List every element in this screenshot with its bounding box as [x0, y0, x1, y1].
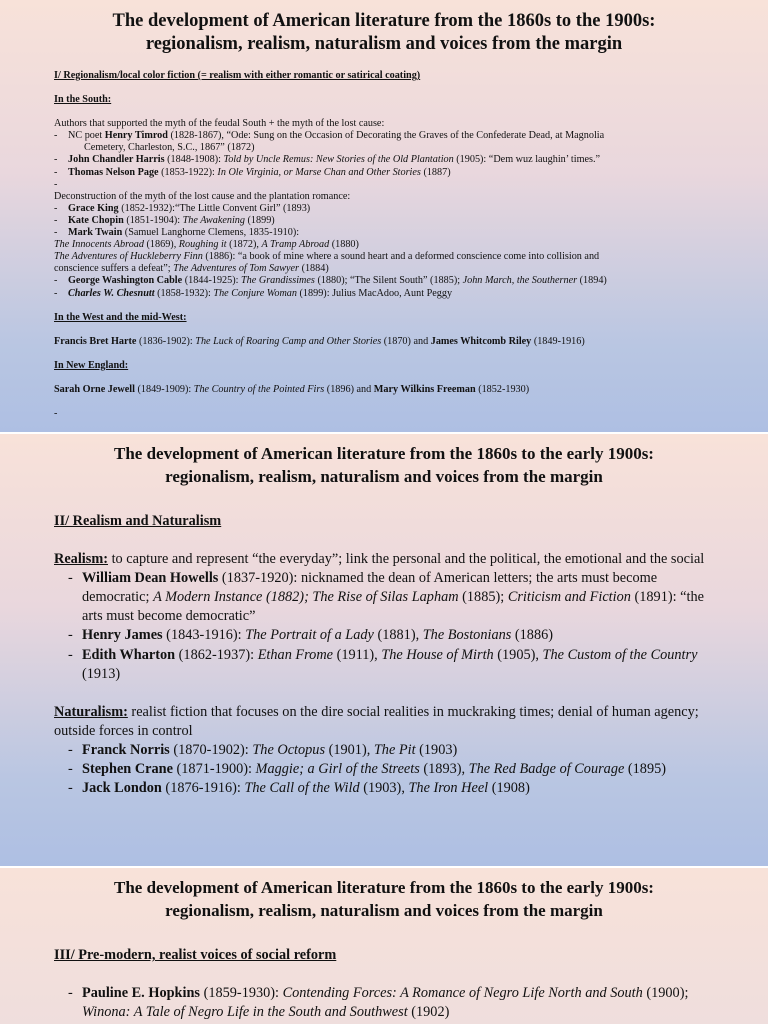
- section-heading-regionalism: I/ Regionalism/local color fiction (= realism with either romantic or satirical coating): [54, 70, 421, 81]
- slide-3-body: [54, 946, 714, 1022]
- west-entry: Francis Bret Harte (1836-1902): The Luck of Roaring Camp and Other Stories (1870) and James Whitcomb Riley (1849-1916): [54, 335, 585, 347]
- list-item-london: - Jack London (1876-1916): The Call of the Wild (1903), The Iron Heel (1908): [68, 780, 530, 797]
- list-item-james: - Henry James (1843-1916): The Portrait of a Lady (1881), The Bostonians (1886): [68, 627, 554, 644]
- heading-south: In the South:: [54, 94, 112, 106]
- slide-1-title: [0, 0, 768, 56]
- slide-1-body: [54, 70, 734, 420]
- list-item-twain: - Mark Twain (Samuel Langhorne Clemens, 1835-1910):: [54, 227, 300, 239]
- list-item-wharton: - Edith Wharton (1862-1937): Ethan Frome (1911), The House of Mirth (1905), The Custom of the Country (1913): [68, 646, 698, 682]
- deconstruction-intro: Deconstruction of the myth of the lost cause and the plantation romance:: [54, 190, 351, 202]
- slide-3-title: [0, 868, 768, 922]
- new-england-entry: Sarah Orne Jewell (1849-1909): The Country of the Pointed Firs (1896) and Mary Wilkins Freeman (1852-1930): [54, 383, 530, 395]
- naturalism-definition: Naturalism: realist fiction that focuses on the dire social realities in muckraking times; denial of human agency; outside forces in control: [54, 703, 699, 739]
- slide-1-title-line1: The development of American literature from the 1860s to the 1900s:: [112, 11, 656, 31]
- heading-new-england: In New England:: [54, 359, 129, 371]
- list-item-harris: - John Chandler Harris (1848-1908): Told by Uncle Remus: New Stories of the Old Plantation (1905): “Dem wuz laughin’ times.”: [54, 154, 601, 166]
- heading-west: In the West and the mid-West:: [54, 311, 187, 323]
- slide-2-body: [54, 512, 714, 798]
- list-item-chopin: - Kate Chopin (1851-1904): The Awakening (1899): [54, 214, 275, 226]
- dash-separator: -: [54, 178, 58, 190]
- realism-definition: Realism: to capture and represent “the everyday”; link the personal and the political, the emotional and the social: [54, 551, 705, 568]
- trailing-dash: -: [54, 407, 58, 419]
- slide-3-title-line1: The development of American literature from the 1860s to the early 1900s:: [114, 878, 654, 897]
- list-item-chesnutt: - Charles W. Chesnutt (1858-1932): The Conjure Woman (1899): Julius MacAdoo, Aunt Peggy: [54, 287, 453, 299]
- slide-3-title-line2: regionalism, realism, naturalism and voices from the margin: [165, 901, 603, 920]
- list-item-crane: - Stephen Crane (1871-1900): Maggie; a Girl of the Streets (1893), The Red Badge of Courage (1895): [68, 761, 667, 778]
- slide-2: [0, 434, 768, 866]
- list-item-hopkins: - Pauline E. Hopkins (1859-1930): Contending Forces: A Romance of Negro Life North and South (1900); Winona: A Tale of Negro Life in the South and Southwest (1902): [68, 985, 689, 1021]
- slide-2-title-line2: regionalism, realism, naturalism and voices from the margin: [165, 467, 603, 486]
- list-item-page: - Thomas Nelson Page (1853-1922): In Ole Virginia, or Marse Chan and Other Stories (1887): [54, 166, 451, 178]
- slide-1-title-line2: regionalism, realism, naturalism and voices from the margin: [145, 34, 623, 54]
- section-heading-social-reform: III/ Pre-modern, realist voices of social reform: [54, 947, 337, 963]
- twain-works: The Innocents Abroad (1869), Roughing it (1872), A Tramp Abroad (1880): [54, 239, 359, 251]
- section-heading-realism-naturalism: II/ Realism and Naturalism: [54, 513, 222, 529]
- list-item-king: - Grace King (1852-1932):“The Little Convent Girl” (1893): [54, 202, 311, 214]
- slide-3: [0, 868, 768, 1024]
- slide-1: [0, 0, 768, 432]
- south-intro: Authors that supported the myth of the feudal South + the myth of the lost cause:: [54, 118, 385, 130]
- list-item-timrod: - NC poet Henry Timrod (1828-1867), “Ode: Sung on the Occasion of Decorating the Graves of the Confederate Dead, at Magnolia: [54, 130, 605, 142]
- list-item-timrod-cont: Cemetery, Charleston, S.C., 1867” (1872): [84, 142, 255, 154]
- list-item-norris: - Franck Norris (1870-1902): The Octopus (1901), The Pit (1903): [68, 741, 458, 758]
- list-item-howells: - William Dean Howells (1837-1920): nicknamed the dean of American letters; the arts must become democratic; A Modern Instance (1882); The Rise of Silas Lapham (1885); Criticism and Fiction (1891): “the arts must become democratic”: [68, 570, 704, 625]
- slide-2-title-line1: The development of American literature from the 1860s to the early 1900s:: [114, 444, 654, 463]
- huck-finn-quote-cont: conscience suffers a defeat”; The Adventures of Tom Sawyer (1884): [54, 263, 329, 275]
- slide-2-title: [0, 434, 768, 488]
- huck-finn-quote: The Adventures of Huckleberry Finn (1886): “a book of mine where a sound heart and a deformed conscience come into collision and: [54, 251, 600, 263]
- list-item-cable: - George Washington Cable (1844-1925): The Grandissimes (1880); “The Silent South” (1885); John March, the Southerner (1894): [54, 275, 607, 287]
